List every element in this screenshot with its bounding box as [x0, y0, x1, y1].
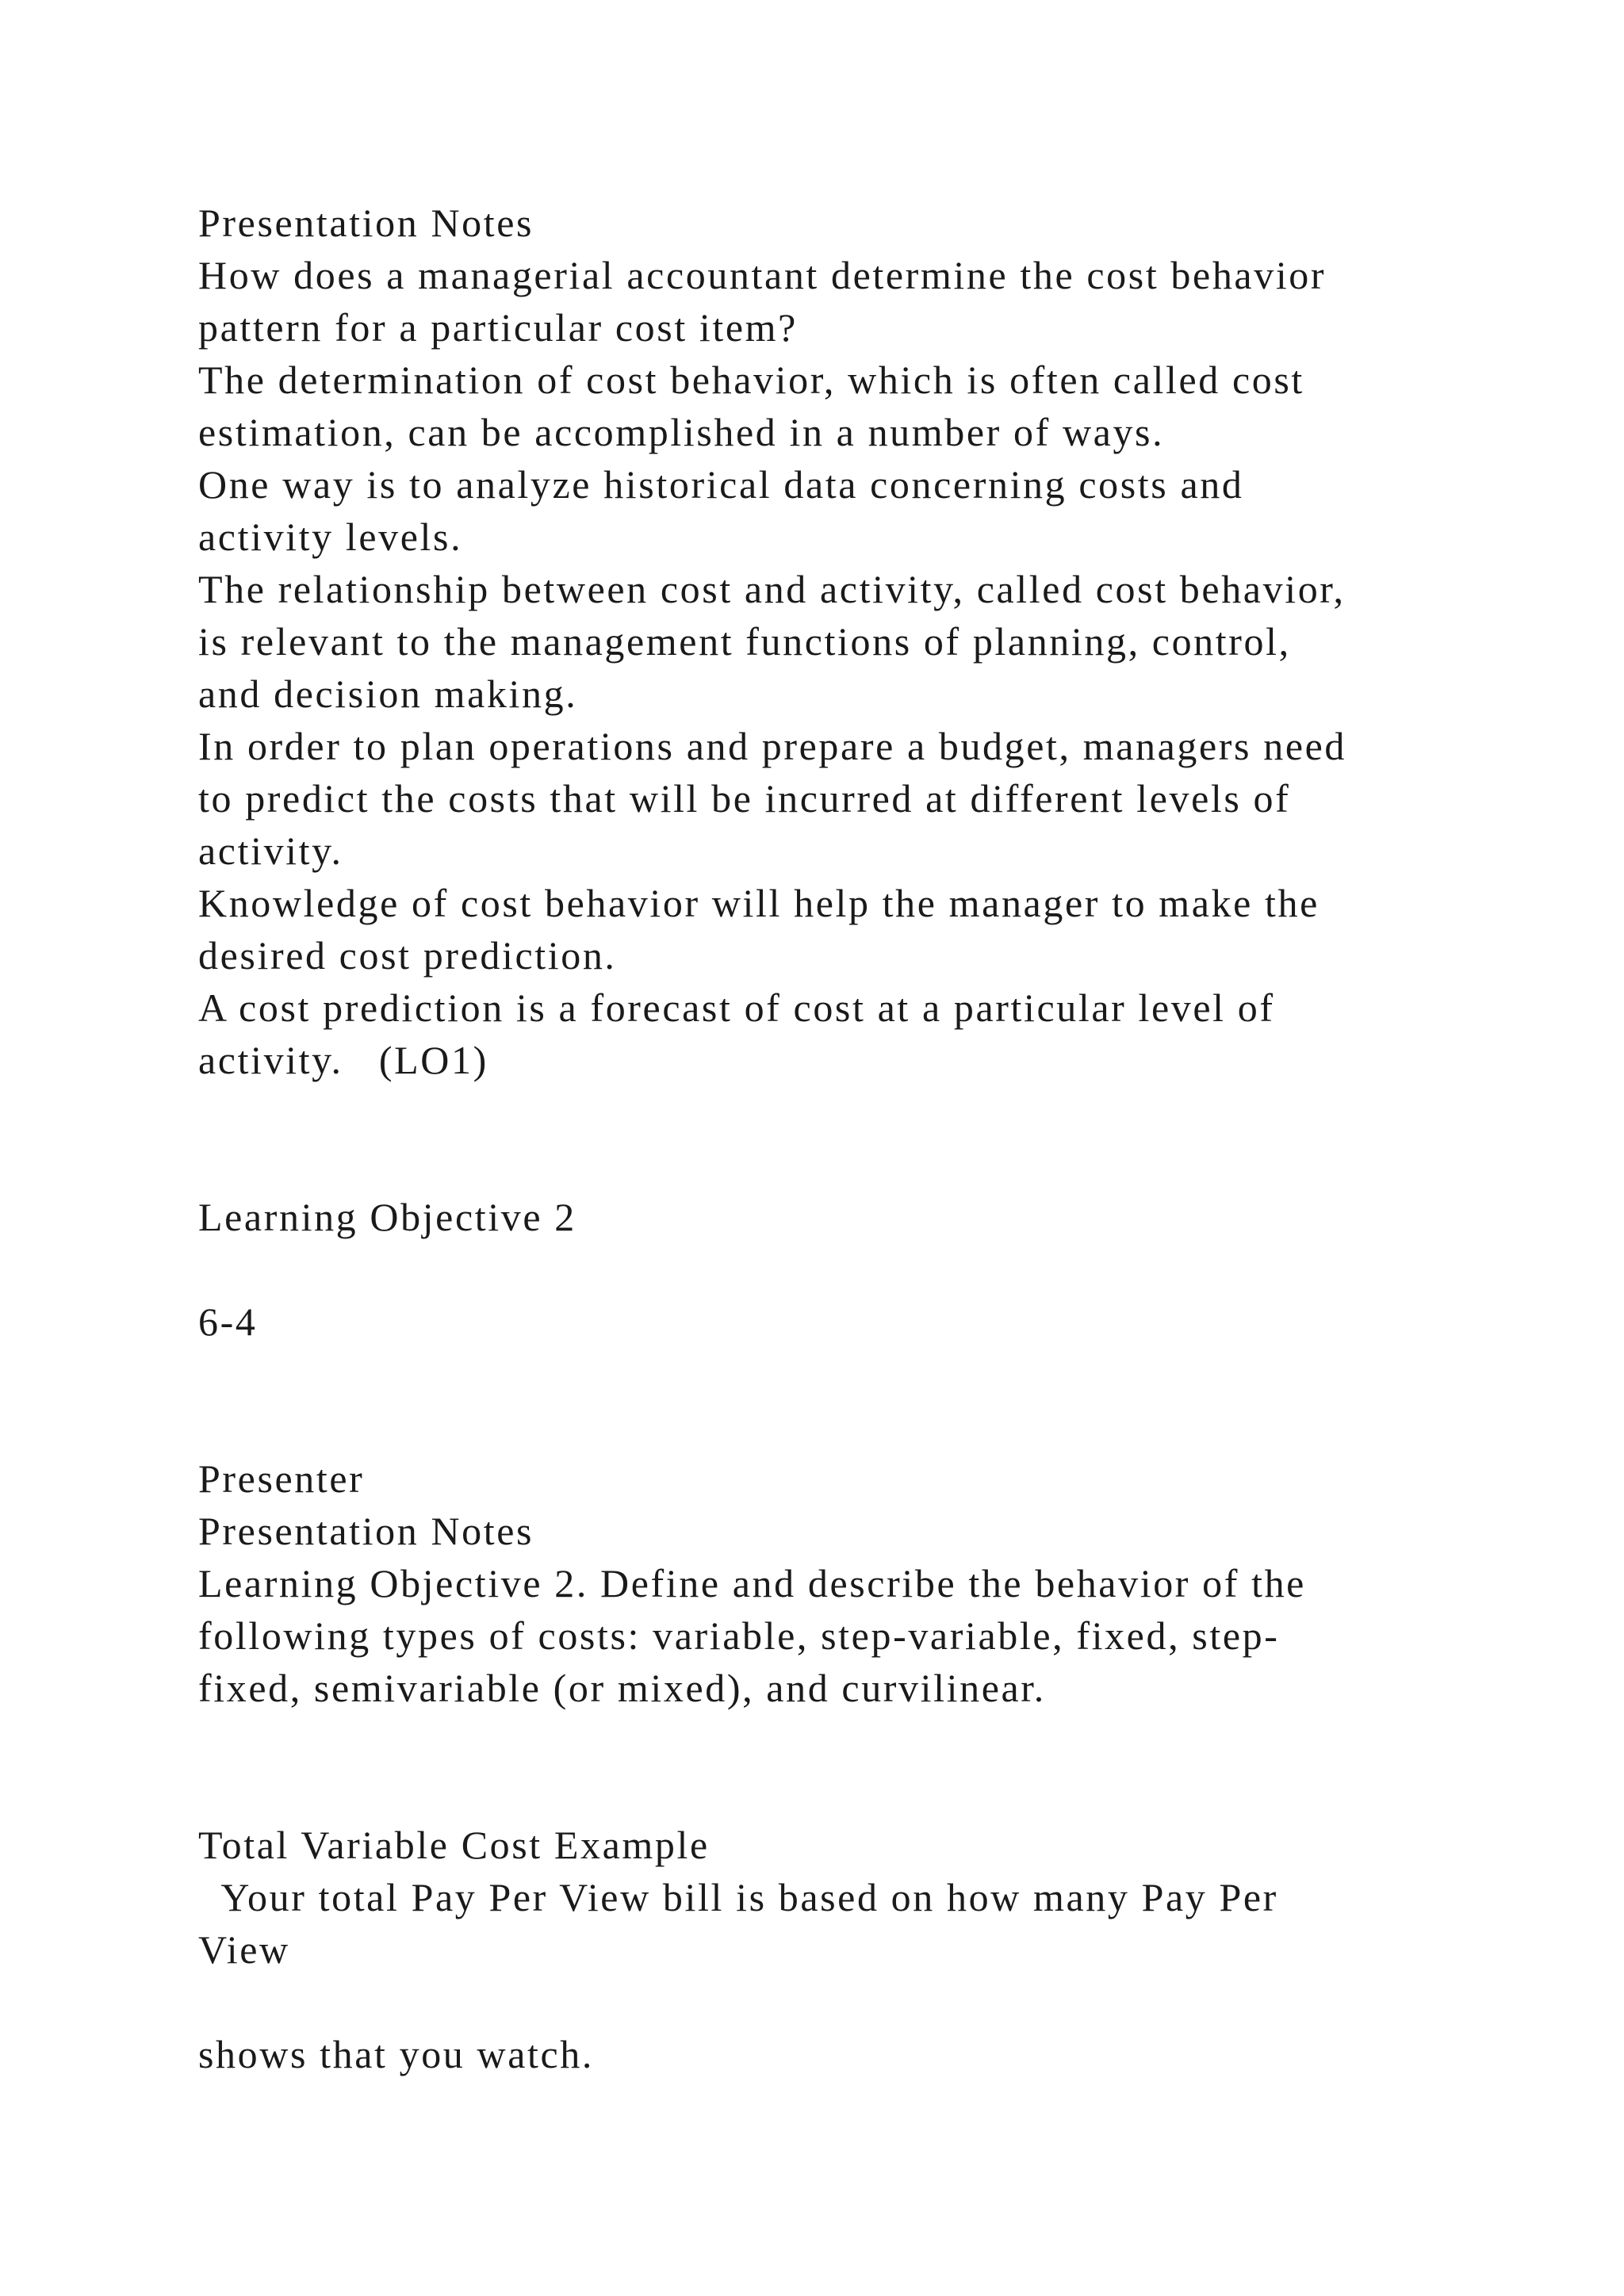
notes-line: Learning Objective 2. Define and describe the behavior of the — [198, 1561, 1306, 1605]
notes-line: estimation, can be accomplished in a number of ways. — [198, 410, 1165, 454]
notes-line: and decision making. — [198, 672, 578, 716]
notes-heading: Presentation Notes — [198, 1509, 534, 1553]
notes-line: A cost prediction is a forecast of cost at a particular level of — [198, 985, 1275, 1030]
notes-line: following types of costs: variable, step-variable, fixed, step- — [198, 1613, 1280, 1658]
notes-line: activity. — [198, 828, 343, 873]
notes-heading: Presentation Notes — [198, 201, 534, 245]
example-trailing-line: shows that you watch. — [198, 2032, 594, 2076]
example-heading: Total Variable Cost Example — [198, 1823, 710, 1867]
notes-line: to predict the costs that will be incurred at different levels of — [198, 776, 1291, 821]
notes-line: pattern for a particular cost item? — [198, 305, 798, 350]
example-line: Your total Pay Per View bill is based on how many Pay Per — [198, 1875, 1278, 1919]
notes-line: fixed, semivariable (or mixed), and curvilinear. — [198, 1666, 1046, 1710]
notes-line: How does a managerial accountant determine the cost behavior — [198, 253, 1327, 297]
learning-objective-title: Learning Objective 2 — [198, 1195, 576, 1239]
notes-line: The determination of cost behavior, which is often called cost — [198, 358, 1304, 402]
notes-line: desired cost prediction. — [198, 933, 617, 978]
notes-line: Knowledge of cost behavior will help the manager to make the — [198, 881, 1320, 925]
notes-line: activity. (LO1) — [198, 1038, 488, 1082]
presenter-label: Presenter — [198, 1456, 365, 1501]
notes-line: is relevant to the management functions of planning, control, — [198, 619, 1291, 664]
notes-line: The relationship between cost and activity, called cost behavior, — [198, 567, 1346, 611]
slide-number: 6-4 — [198, 1299, 258, 1344]
notes-line: One way is to analyze historical data concerning costs and — [198, 462, 1244, 507]
notes-line: activity levels. — [198, 515, 463, 559]
example-line: View — [198, 1927, 290, 1972]
notes-line: In order to plan operations and prepare a budget, managers need — [198, 724, 1347, 768]
